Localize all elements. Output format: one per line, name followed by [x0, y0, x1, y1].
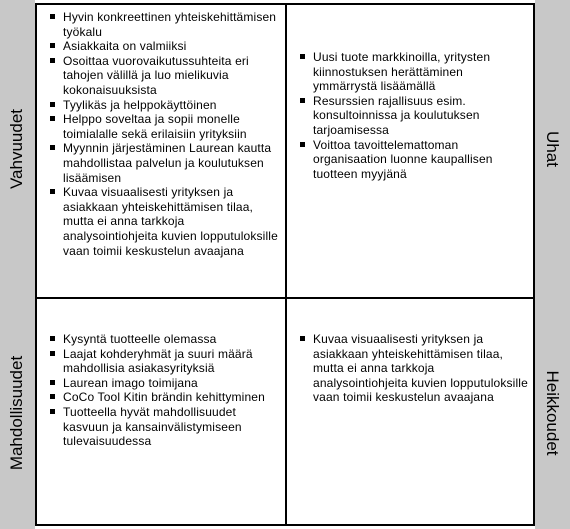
- strengths-quadrant: [45, 10, 281, 258]
- opportunities-label: Mahdollisuudet: [7, 355, 26, 471]
- list-item: Myynnin järjestäminen Laurean kautta mahdollistaa palvelun ja koulutuksen lisäämisen: [45, 141, 281, 185]
- list-item: Uusi tuote markkinoilla, yritysten kiinnostuksen herättäminen ymmärrystä lisäämällä: [295, 50, 529, 94]
- list-item: Osoittaa vuorovaikutussuhteita eri tahojen välillä ja luo mielikuvia kokonaisuuksista: [45, 54, 281, 98]
- list-item: Tuotteella hyvät mahdollisuudet kasvuun ja kansainvälistymiseen tulevaisuudessa: [45, 405, 281, 449]
- list-item: Kysyntä tuotteelle olemassa: [45, 332, 281, 347]
- list-item: Voittoa tavoittelemattoman organisaation luonne kaupallisen tuotteen myyjänä: [295, 138, 529, 182]
- list-item: Resurssien rajallisuus esim. konsultoinnissa ja koulutuksen tarjoamisessa: [295, 94, 529, 138]
- grid-horizontal-divider: [35, 297, 535, 299]
- list-item: Asiakkaita on valmiiksi: [45, 39, 281, 54]
- weaknesses-label: Heikkoudet: [543, 370, 562, 456]
- list-item: CoCo Tool Kitin brändin kehittyminen: [45, 390, 281, 405]
- grid-vertical-divider: [285, 3, 287, 526]
- weaknesses-quadrant: [295, 332, 529, 405]
- threats-list: [295, 50, 529, 181]
- list-item: Laajat kohderyhmät ja suuri määrä mahdollisia asiakasyrityksiä: [45, 347, 281, 376]
- opportunities-list: [45, 332, 281, 449]
- strengths-label: Vahvuudet: [7, 108, 26, 190]
- list-item: Tyylikäs ja helppokäyttöinen: [45, 98, 281, 113]
- threats-quadrant: [295, 50, 529, 181]
- list-item: Kuvaa visuaalisesti yrityksen ja asiakkaan yhteiskehittämisen tilaa, mutta ei anna tarkkoja analysointiohjeita kuvien lopputuloksille vaan toimii keskustelun avaajana: [45, 185, 281, 258]
- weaknesses-list: [295, 332, 529, 405]
- threats-label: Uhat: [543, 131, 562, 167]
- list-item: Laurean imago toimijana: [45, 376, 281, 391]
- list-item: Helppo soveltaa ja sopii monelle toimialalle sekä erilaisiin yrityksiin: [45, 112, 281, 141]
- list-item: Hyvin konkreettinen yhteiskehittämisen työkalu: [45, 10, 281, 39]
- list-item: Kuvaa visuaalisesti yrityksen ja asiakkaan yhteiskehittämisen tilaa, mutta ei anna tarkkoja analysointiohjeita kuvien lopputuloksille vaan toimii keskustelun avaajana: [295, 332, 529, 405]
- strengths-list: [45, 10, 281, 258]
- opportunities-quadrant: [45, 332, 281, 449]
